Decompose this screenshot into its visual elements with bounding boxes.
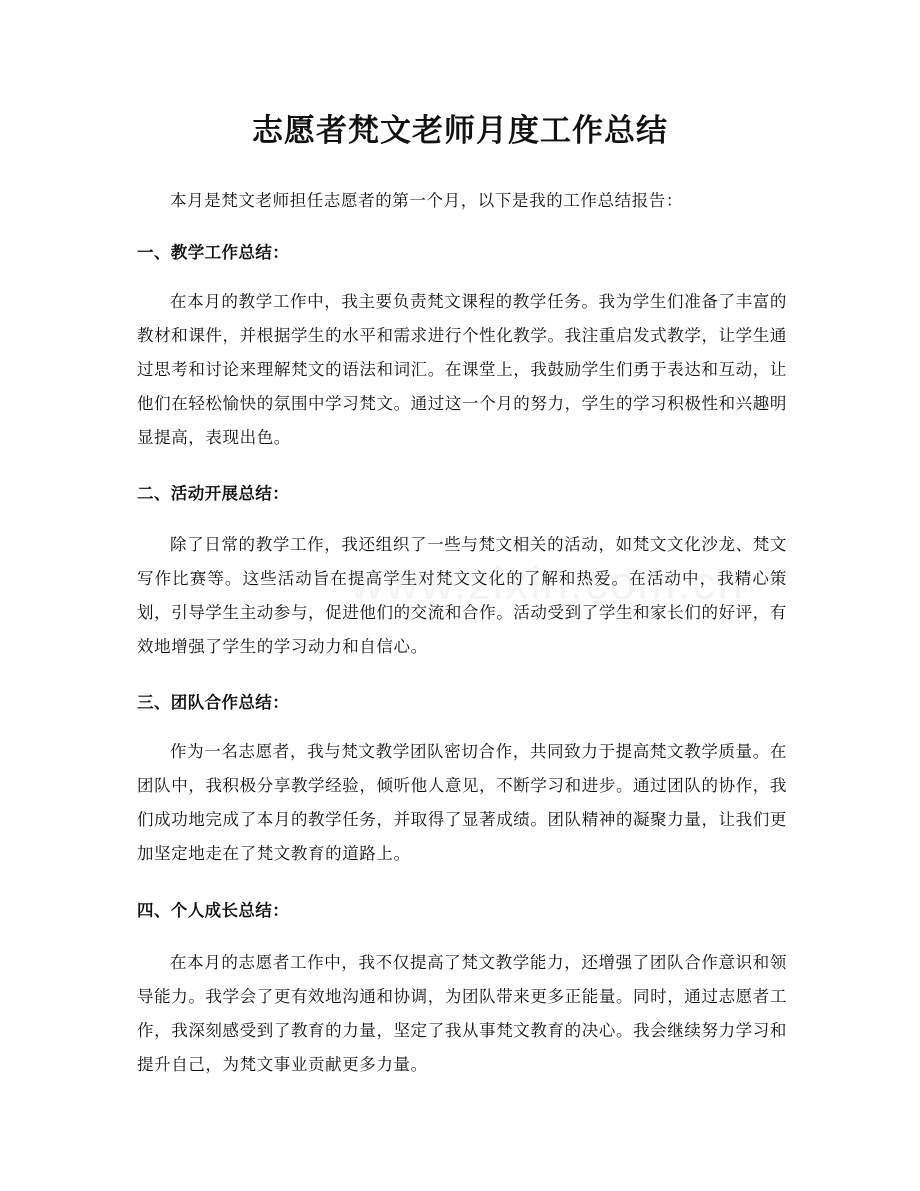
section-body-teamwork: 作为一名志愿者，我与梵文教学团队密切合作，共同致力于提高梵文教学质量。在团队中，我积极分享教学经验，倾听他人意见，不断学习和进步。通过团队的协作，我们成功地完成了本月的教学任务，并取得了显著成绩。团队精神的凝聚力量，让我们更加坚定地走在了梵文教育的道路上。 — [137, 742, 787, 863]
section-body-activities: 除了日常的教学工作，我还组织了一些与梵文相关的活动，如梵文文化沙龙、梵文写作比赛等。这些活动旨在提高学生对梵文文化的了解和热爱。在活动中，我精心策划，引导学生主动参与，促进他们的交流和合作。活动受到了学生和家长们的好评，有效地增强了学生的学习动力和自信心。 — [137, 535, 787, 656]
section-body-growth: 在本月的志愿者工作中，我不仅提高了梵文教学能力，还增强了团队合作意识和领导能力。我学会了更有效地沟通和协调，为团队带来更多正能量。同时，通过志愿者工作，我深刻感受到了教育的力量，坚定了我从事梵文教育的决心。我会继续努力学习和提升自己，为梵文事业贡献更多力量。 — [137, 953, 787, 1074]
section-heading-teaching: 一、教学工作总结： — [137, 243, 290, 262]
section-heading-growth: 四、个人成长总结： — [137, 901, 290, 920]
section-heading-activities: 二、活动开展总结： — [137, 484, 290, 503]
section-heading-teamwork: 三、团队合作总结： — [137, 693, 290, 712]
section-body-teaching: 在本月的教学工作中，我主要负责梵文课程的教学任务。我为学生们准备了丰富的教材和课件，并根据学生的水平和需求进行个性化教学。我注重启发式教学，让学生通过思考和讨论来理解梵文的语法和词汇。在课堂上，我鼓励学生们勇于表达和互动，让他们在轻松愉快的氛围中学习梵文。通过这一个月的努力，学生的学习积极性和兴趣明显提高，表现出色。 — [137, 292, 787, 447]
document-title: 志愿者梵文老师月度工作总结 — [252, 113, 668, 149]
intro-paragraph: 本月是梵文老师担任志愿者的第一个月，以下是我的工作总结报告： — [170, 191, 683, 210]
